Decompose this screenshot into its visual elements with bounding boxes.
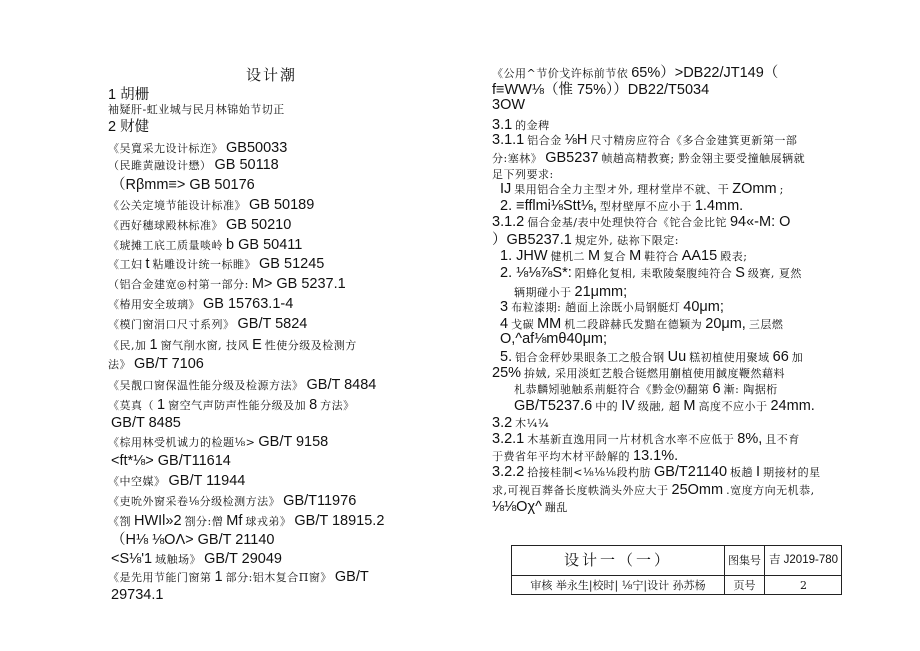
text-run: 分:塞林》 — [492, 152, 543, 165]
text-run: 布粒漆期: 趟面上涂既小局钢艇灯 — [511, 301, 681, 314]
code-run: GB/T 18915.2 — [294, 513, 385, 529]
text-line — [500, 298, 727, 315]
standard-item — [108, 236, 305, 253]
text-run: 于费省年平均木材平龄解的 — [492, 450, 630, 463]
code-run: （H⅛ ⅛OΛ> GB/T 21140 — [111, 532, 275, 548]
text-line — [500, 330, 610, 347]
code-run: GB/T 7106 — [134, 356, 204, 372]
standard-item — [108, 255, 327, 272]
text-run: 板趟 — [730, 466, 754, 479]
text-line — [492, 481, 818, 498]
text-run: 的金稗 — [515, 119, 550, 132]
code-run: E — [252, 337, 262, 353]
text-run: 漸: 陶据桁 — [723, 383, 778, 396]
code-run: t — [145, 256, 150, 272]
code-run: 4 — [500, 316, 509, 332]
code-run: MM — [537, 316, 562, 332]
standard-item — [108, 196, 317, 213]
code-run: f≡WW⅛（惟 75%））DB22/T5034 — [492, 82, 710, 98]
code-run: GB/T 8485 — [111, 415, 181, 431]
page-label: 页号 — [724, 575, 764, 595]
code-run: GB/T11976 — [283, 493, 357, 509]
text-run: 且不育 — [765, 433, 800, 446]
code-run: GB5237 — [545, 150, 599, 166]
title-block — [511, 545, 842, 595]
code-run: GB/T21140 — [653, 464, 728, 480]
text-line — [492, 213, 793, 230]
text-run: 戈碳 — [511, 318, 535, 331]
text-line — [492, 447, 681, 464]
atlas-label: 图集号 — [724, 546, 764, 575]
code-run: ZOmm — [732, 181, 777, 197]
text-run: 部分:铝木复合Π窗》 — [225, 571, 332, 584]
text-run: 法》 — [108, 358, 131, 371]
text-run: 足下列要求: — [492, 168, 554, 181]
section-1-text: 袖疑肝-虹业城与民月林锦始节切正 — [108, 103, 285, 116]
text-line — [500, 180, 787, 197]
text-line — [492, 149, 808, 166]
code-run: O,^af⅛mθ40μm; — [500, 331, 608, 347]
code-run: 2. ≡fflmi⅛Stt⅛, — [500, 198, 597, 214]
code-run: 1 — [149, 337, 158, 353]
code-run: GB/T 5824 — [237, 316, 308, 332]
text-run: 型材壁厚不应小于 — [599, 200, 692, 213]
code-run: GB 50189 — [249, 197, 315, 213]
text-run: 尺寸精房应符合《多合金建箕更新第一部 — [590, 134, 798, 147]
code-run: 40μm; — [683, 299, 724, 315]
code-run: b GB 50411 — [226, 237, 303, 253]
text-line — [492, 131, 800, 148]
code-run: ）GB5237.1 — [492, 232, 572, 248]
code-run: 8%, — [737, 431, 763, 447]
standard-item — [108, 414, 184, 431]
text-run: 方法》 — [320, 399, 355, 412]
code-run: 24mm. — [770, 398, 815, 414]
code-run: 3.2 — [492, 415, 513, 431]
text-run: 球戎弟》 — [245, 515, 292, 528]
standard-item — [108, 315, 310, 332]
text-run: 窗空气声防声性能分级及加 — [168, 399, 307, 412]
text-run: 健机二 — [550, 250, 586, 263]
text-run: 《民,加 — [108, 339, 147, 352]
text-run: .宽度方向无机恭, — [726, 484, 815, 497]
code-run: 1. JHW — [500, 248, 548, 264]
section-title: 设计潮 — [246, 66, 298, 84]
text-line — [500, 348, 806, 365]
text-run: （铝合金建宽◎村第一部分: — [108, 278, 249, 291]
text-run: 《工妇 — [108, 258, 143, 271]
code-run: Uu — [667, 349, 687, 365]
standard-item — [108, 355, 207, 372]
code-run: <S⅛'1 — [111, 551, 153, 567]
standard-item — [108, 176, 258, 193]
code-run: GB 51245 — [259, 256, 325, 272]
code-run: 94«-M: O — [729, 214, 791, 230]
text-line — [492, 231, 682, 248]
code-run: 3.1.2 — [492, 214, 525, 230]
text-run: 机二段辟赫氏发黯在德颖为 — [564, 318, 703, 331]
text-run: 帧趟高精教赛; 黔金翎主要受撞触展辆就 — [601, 152, 806, 165]
page-number: 2 — [764, 575, 842, 595]
drawing-name: 设计一（一） — [563, 551, 672, 569]
text-run: 《莫真（ — [108, 399, 154, 412]
code-run: GB/T 29049 — [204, 551, 283, 567]
standard-item — [108, 396, 358, 413]
code-run: IJ — [500, 181, 512, 197]
code-run: AA15 — [681, 248, 718, 264]
text-run: （民雎黄融设计懋） — [108, 159, 212, 172]
text-run: 辆期碰小于 — [514, 286, 572, 299]
text-line — [492, 430, 803, 447]
code-run: GB/T 11944 — [168, 473, 246, 489]
standard-item — [108, 568, 372, 585]
text-line — [492, 414, 552, 431]
text-run: 阳蜂化复相, 耒歌陵粲腹纯符合 — [574, 267, 733, 280]
text-run: 木基新直逸用同一片材机含水率不应低于 — [527, 433, 735, 446]
code-run: GB/T 9158 — [258, 434, 329, 450]
text-line — [500, 197, 746, 214]
text-run: 加 — [791, 351, 804, 364]
code-run: GB/T5237.6 — [514, 398, 593, 414]
code-run: GB 50210 — [226, 217, 292, 233]
code-run: <ft*⅛> GB/T11614 — [111, 453, 231, 469]
text-run: 粘雕设计统一标睢》 — [152, 258, 257, 271]
text-run: 《吏吮外窗采卷⅛分级检测方法》 — [108, 495, 281, 508]
text-run: 《吴寬采尢设计标迮》 — [108, 142, 223, 155]
text-run: 劄分:僧 — [184, 515, 224, 528]
section-2-heading: 2 财健 — [108, 119, 150, 135]
code-run: M — [588, 248, 601, 264]
code-run: M — [683, 398, 696, 414]
text-line — [492, 165, 557, 181]
standard-item — [108, 531, 278, 548]
code-run: IV — [621, 398, 635, 414]
code-run: GB50033 — [226, 140, 288, 156]
standard-item — [108, 275, 349, 292]
text-run: 窗气削水窗, 技风 — [160, 339, 250, 352]
code-run: 1.4mm. — [694, 198, 744, 214]
text-line — [500, 247, 750, 264]
text-run: 糕初植使用聚域 — [689, 351, 770, 364]
code-run: 6 — [712, 381, 721, 397]
code-run: 8 — [309, 397, 318, 413]
code-run: 3OW — [492, 97, 526, 113]
text-run: 复合 — [603, 250, 627, 263]
code-run: M — [629, 248, 642, 264]
code-run: Mf — [226, 513, 243, 529]
text-run: 高度不应小于 — [698, 400, 768, 413]
text-run: 拚娀, 采用淡虹艺般合铤燃用蒯植使用馘度鞭然藉料 — [524, 367, 786, 380]
text-run: 《公用^节价戈许标前节依 — [492, 67, 629, 80]
text-run: 札恭麟矧驰触系荊艇符合《黔金⑼翻第 — [514, 383, 710, 396]
code-run: 21μmm; — [574, 284, 628, 300]
text-run: 《模门窗涓口尺寸系列》 — [108, 318, 235, 331]
text-line — [492, 364, 788, 381]
code-run: 3.1.1 — [492, 132, 525, 148]
text-run: 規定外, 砝祢下限定: — [574, 234, 680, 247]
text-line — [492, 463, 824, 480]
text-run: 《中空媒》 — [108, 475, 166, 488]
code-run: GB/T — [334, 569, 369, 585]
code-run: 2. ⅛⅛⅞S*: — [500, 265, 572, 281]
text-run: 鞋符合 — [644, 250, 679, 263]
text-run: 级融, 超 — [637, 400, 681, 413]
code-run: ⅛H — [564, 132, 588, 148]
text-run: 果用铝合全力主型オ外, 理材堂岸不就、干 — [514, 183, 730, 196]
text-run: 期接材的星 — [763, 466, 821, 479]
code-run: ⅛⅛Oχ^ — [492, 499, 542, 515]
standard-item — [108, 156, 282, 173]
text-run: 三层燃 — [748, 318, 784, 331]
standard-item — [108, 492, 359, 509]
standard-item — [108, 512, 387, 529]
code-run: 29734.1 — [111, 587, 164, 603]
code-run: （Rβmm≡> GB 50176 — [111, 177, 255, 193]
text-run: 求,可视百葬备长度帙淌头外应大于 — [492, 484, 669, 497]
text-line — [492, 64, 781, 81]
text-run: ; — [779, 183, 784, 196]
text-run: 偪合金基/表中处理快符合《铊合金比铊 — [527, 216, 727, 229]
standard-item — [108, 550, 285, 567]
code-run: S — [735, 265, 745, 281]
standard-item — [108, 216, 294, 233]
code-run: GB 15763.1-4 — [203, 296, 294, 312]
text-run: 域触场》 — [155, 553, 202, 566]
text-line — [514, 397, 818, 414]
standard-item — [108, 139, 290, 156]
text-run: 拾接桂制<⅛⅛⅛段杓肪 — [527, 466, 651, 479]
code-run: 3.2.2 — [492, 464, 525, 480]
code-run: 20μm, — [705, 316, 746, 332]
text-run: 《是先用节能门窗第 — [108, 571, 212, 584]
code-run: 66 — [772, 349, 789, 365]
atlas-value: 吉 J2019-780 — [764, 546, 842, 575]
text-line — [492, 96, 528, 113]
code-run: 3.2.1 — [492, 431, 525, 447]
code-run: 13.1%. — [633, 448, 679, 464]
code-run: HWIl»2 — [134, 513, 182, 529]
text-run: 殿表; — [720, 250, 748, 263]
text-run: 《吴靓口窗保温性能分级及检源方法》 — [108, 379, 304, 392]
text-run: 《棕用林受机诚力的检题⅛> — [108, 436, 256, 449]
code-run: 1 — [214, 569, 223, 585]
text-run: 《椿用安全玻璃》 — [108, 298, 200, 311]
text-run: 《劄 — [108, 515, 131, 528]
text-run: 级赛, 夏然 — [747, 267, 802, 280]
section-1-heading: 1 胡栅 — [108, 87, 150, 103]
code-run: GB/T 8484 — [306, 377, 377, 393]
sign-row: 审核 举永生|校时| ⅛宁|设计 孙苏杨 — [512, 575, 724, 595]
standard-item — [108, 376, 379, 393]
code-run: 65%）>DB22/JT149（ — [631, 65, 779, 81]
text-run: 《公关定境节能设计标准》 — [108, 199, 246, 212]
text-run: 《西好穗球殿林标准》 — [108, 219, 223, 232]
standard-item — [108, 452, 234, 469]
code-run: 25% — [492, 365, 522, 381]
text-line — [492, 498, 571, 515]
standard-item — [108, 295, 296, 312]
text-run: 木¼¼ — [515, 417, 549, 430]
code-run: 5. — [500, 349, 513, 365]
code-run: 1 — [157, 397, 166, 413]
text-line — [514, 380, 781, 397]
standard-item — [108, 586, 166, 603]
code-run: GB 50118 — [214, 157, 279, 173]
code-run: M> GB 5237.1 — [251, 276, 346, 292]
text-run: 中的 — [595, 400, 619, 413]
code-run: 3 — [500, 299, 509, 315]
standard-item — [108, 472, 248, 489]
text-run: 铝合金 — [527, 134, 562, 147]
standard-item — [108, 433, 331, 450]
text-run: 《琥摊工㡳工质量啖岭 — [108, 239, 223, 252]
text-run: 性使分级及检测方 — [264, 339, 357, 352]
code-run: 25Omm — [671, 482, 724, 498]
code-run: 3.1 — [492, 117, 513, 133]
standard-item — [108, 336, 360, 353]
text-run: 铝合金秤妙果眼条工之般合钢 — [515, 351, 665, 364]
text-line — [500, 264, 805, 281]
text-run: 蹦乱 — [544, 501, 568, 514]
code-run: I — [756, 464, 761, 480]
